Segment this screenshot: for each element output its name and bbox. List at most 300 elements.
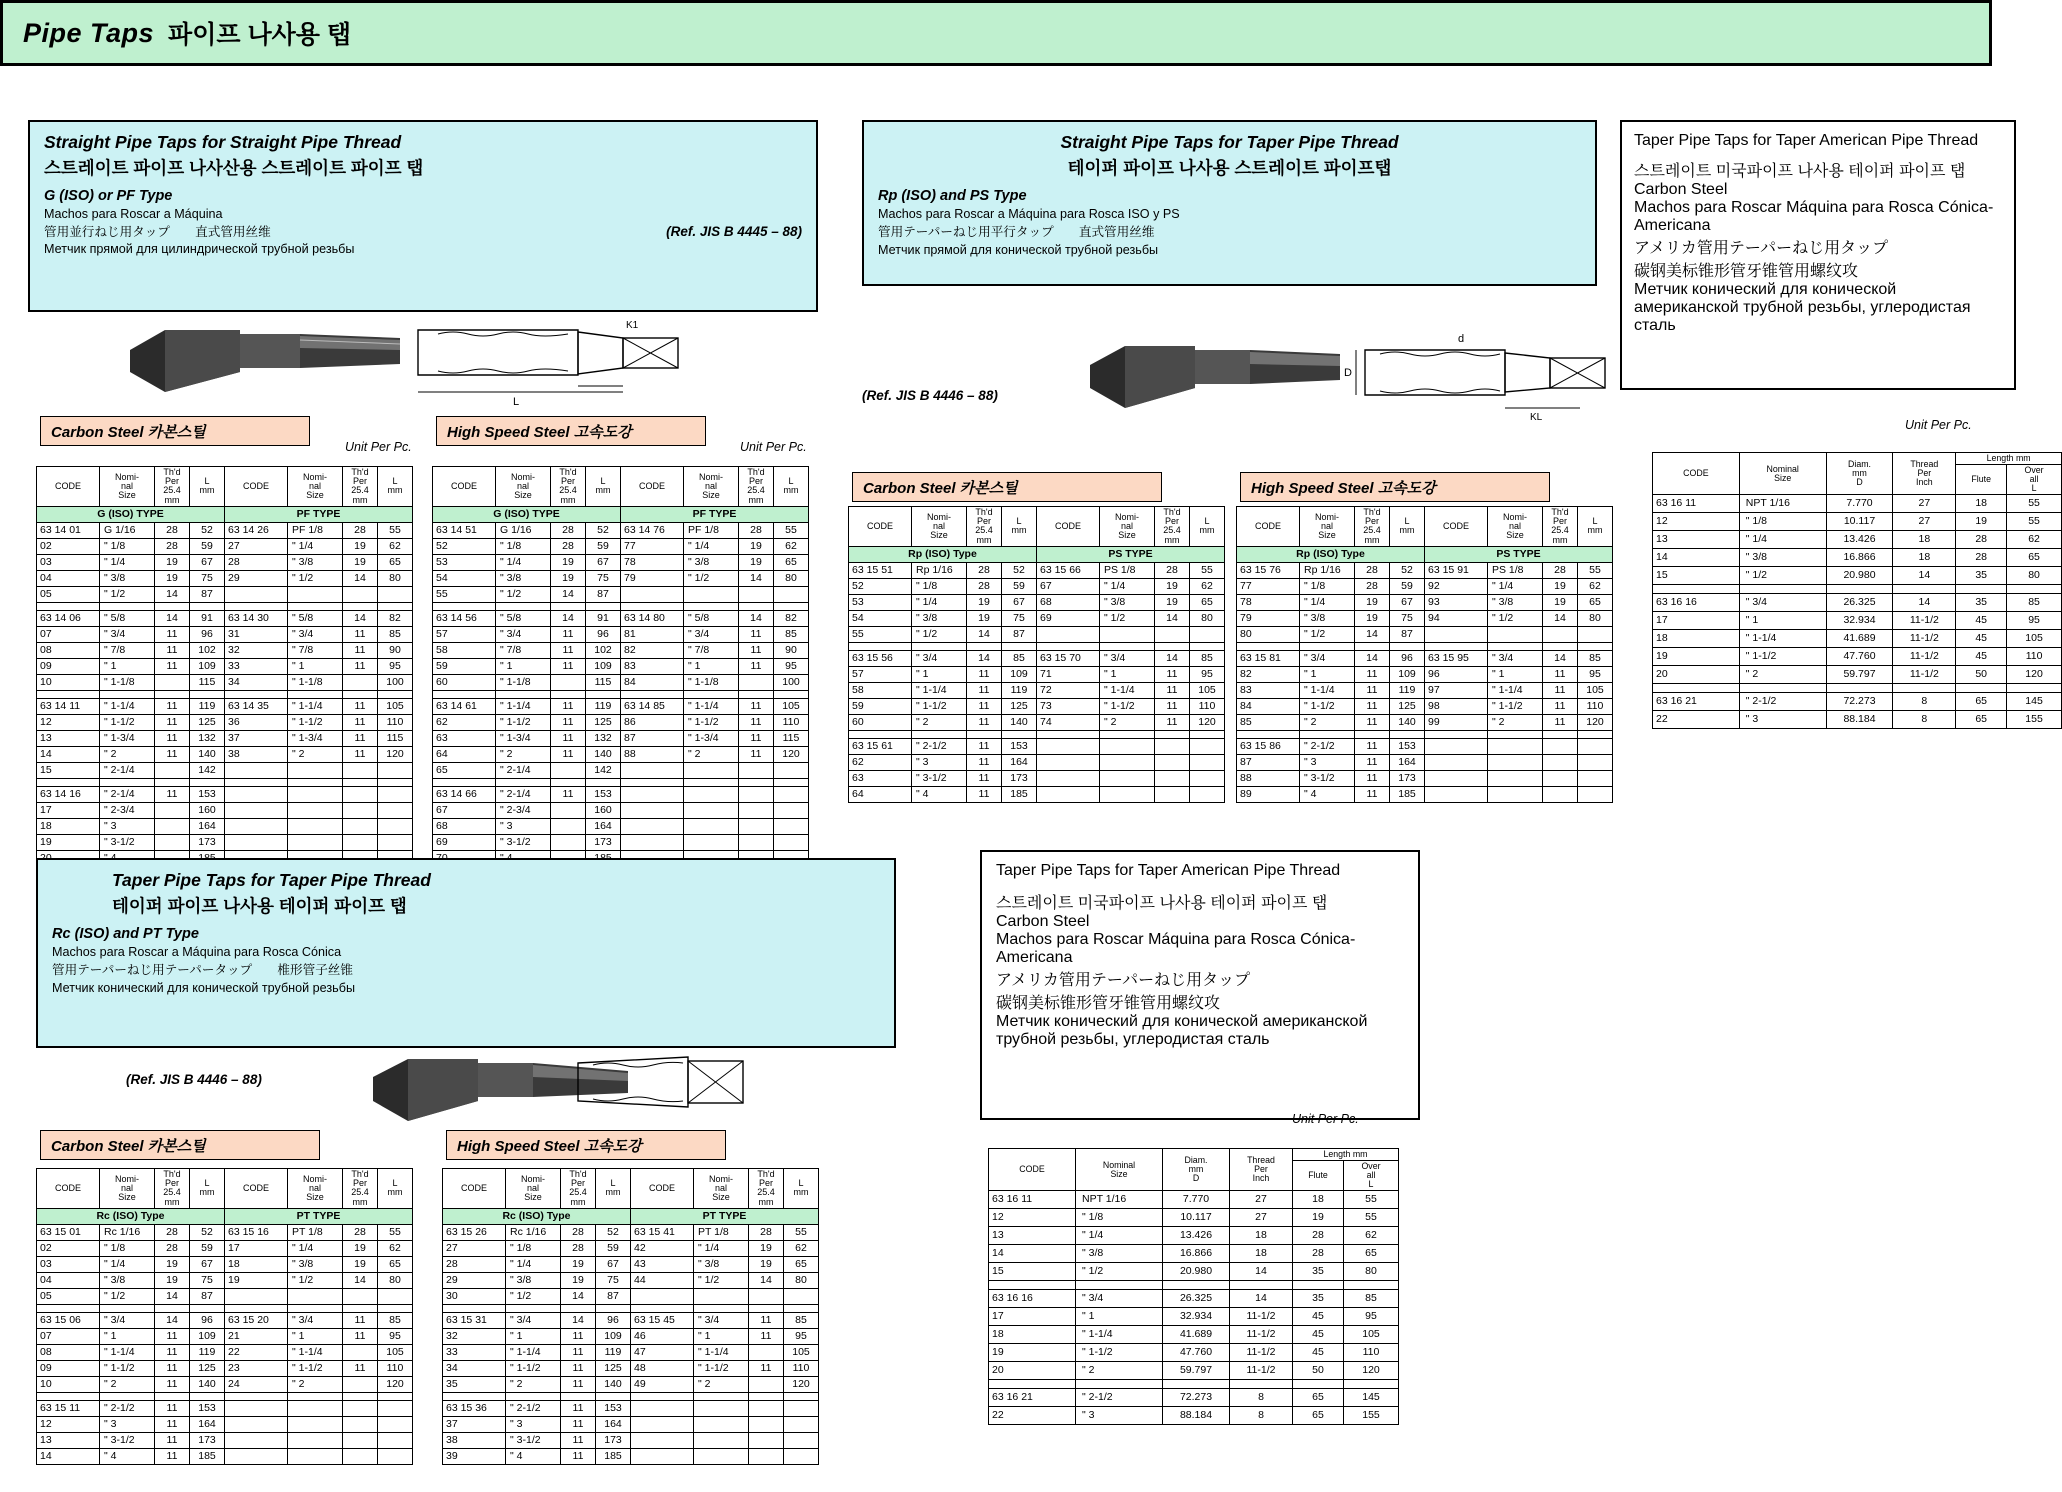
table-row bbox=[443, 1256, 819, 1272]
cell-code: 32 bbox=[225, 642, 288, 658]
row-spacer bbox=[739, 602, 774, 610]
cell-tpi: 11-1/2 bbox=[1893, 666, 1956, 684]
cell-thd: 14 bbox=[155, 610, 190, 626]
cell-nominal: " 2 bbox=[1300, 714, 1355, 730]
table-row bbox=[443, 1376, 819, 1392]
cell-thd: 19 bbox=[561, 1272, 596, 1288]
cell-length: 164 bbox=[1390, 754, 1425, 770]
cell-length: 65 bbox=[784, 1256, 819, 1272]
cell-code: 63 15 06 bbox=[37, 1312, 100, 1328]
cell-code: 88 bbox=[1237, 770, 1300, 786]
cell-code: 63 14 01 bbox=[37, 522, 100, 538]
tap-dimension-drawing-taper bbox=[568, 1035, 808, 1145]
cell-nominal bbox=[694, 1448, 749, 1464]
cell-length: 85 bbox=[378, 1312, 413, 1328]
cell-overall: 95 bbox=[2007, 612, 2062, 630]
section-jp: 管用並行ねじ用タップ 直式管用丝维 bbox=[44, 225, 271, 239]
cell-thd: 11 bbox=[155, 786, 190, 802]
cell-thd: 19 bbox=[1155, 594, 1190, 610]
cell-code: 63 15 86 bbox=[1237, 738, 1300, 754]
cell-nominal: Rc 1/16 bbox=[100, 1224, 155, 1240]
row-spacer bbox=[1739, 585, 1826, 594]
cell-thd: 11 bbox=[551, 714, 586, 730]
cell-thd: 19 bbox=[155, 1256, 190, 1272]
cell-nominal: " 3/8 bbox=[288, 1256, 343, 1272]
cell-nominal: " 2 bbox=[1076, 1362, 1163, 1380]
cell-code bbox=[225, 1288, 288, 1304]
row-spacer bbox=[784, 1304, 819, 1312]
cell-code bbox=[621, 762, 684, 778]
cell-overall: 65 bbox=[1344, 1245, 1399, 1263]
row-spacer bbox=[1076, 1380, 1163, 1389]
table-row bbox=[1653, 612, 2062, 630]
cell-code: 63 15 76 bbox=[1237, 562, 1300, 578]
table-row bbox=[37, 570, 413, 586]
cell-thd: 28 bbox=[1155, 562, 1190, 578]
cell-code: 15 bbox=[1653, 567, 1740, 585]
cell-nominal: " 3-1/2 bbox=[1300, 770, 1355, 786]
cell-code: 14 bbox=[37, 1448, 100, 1464]
cell-code: 63 15 51 bbox=[849, 562, 912, 578]
cell-nominal: PS 1/8 bbox=[1488, 562, 1543, 578]
table-row bbox=[433, 610, 809, 626]
cell-length: 55 bbox=[378, 522, 413, 538]
table-row bbox=[433, 674, 809, 690]
row-spacer bbox=[551, 602, 586, 610]
cell-code: 63 15 61 bbox=[849, 738, 912, 754]
cell-code: 69 bbox=[1037, 610, 1100, 626]
cell-thd: 11 bbox=[1355, 714, 1390, 730]
cell-overall: 105 bbox=[2007, 630, 2062, 648]
cell-code: 63 14 35 bbox=[225, 698, 288, 714]
row-spacer bbox=[1355, 642, 1390, 650]
row-spacer bbox=[190, 690, 225, 698]
type-band: Rp (ISO) Type bbox=[1237, 546, 1425, 562]
table-row bbox=[37, 1224, 413, 1240]
table-row bbox=[37, 1272, 413, 1288]
cell-nominal: " 1-3/4 bbox=[684, 730, 739, 746]
row-spacer bbox=[100, 602, 155, 610]
cell-code: 46 bbox=[631, 1328, 694, 1344]
table-row bbox=[37, 1288, 413, 1304]
cell-thd: 11 bbox=[967, 666, 1002, 682]
row-spacer bbox=[596, 1392, 631, 1400]
cell-code: 20 bbox=[1653, 666, 1740, 684]
cell-code: 21 bbox=[225, 1328, 288, 1344]
cell-length: 96 bbox=[190, 626, 225, 642]
table-row bbox=[989, 1389, 1399, 1407]
cell-overall: 65 bbox=[2007, 549, 2062, 567]
cell-nominal bbox=[1100, 738, 1155, 754]
row-spacer bbox=[1653, 585, 1740, 594]
cell-code: 69 bbox=[433, 834, 496, 850]
col-header-thd: Th'd Per 25.4 mm bbox=[155, 467, 190, 507]
section-header-taper-american-top bbox=[1620, 120, 2016, 390]
col-header-l: L mm bbox=[784, 1169, 819, 1209]
col-header-nominal: Nomi- nal Size bbox=[100, 1169, 155, 1209]
cell-length: 119 bbox=[1390, 682, 1425, 698]
cell-thd: 28 bbox=[967, 578, 1002, 594]
material-label-text: High Speed Steel 고속도강 bbox=[457, 1137, 642, 1155]
cell-code: 63 15 56 bbox=[849, 650, 912, 666]
cell-code: 63 15 41 bbox=[631, 1224, 694, 1240]
cell-length: 115 bbox=[378, 730, 413, 746]
cell-code: 05 bbox=[37, 586, 100, 602]
cell-thd: 19 bbox=[967, 610, 1002, 626]
table-g-carbon bbox=[36, 466, 413, 867]
cell-thd: 11 bbox=[343, 1328, 378, 1344]
cell-diam: 13.426 bbox=[1163, 1227, 1230, 1245]
cell-nominal: " 1-1/4 bbox=[100, 698, 155, 714]
table-g-hss bbox=[432, 466, 809, 867]
cell-nominal: " 3/4 bbox=[506, 1312, 561, 1328]
table-row bbox=[849, 626, 1225, 642]
page-title bbox=[0, 0, 1992, 66]
cell-nominal: " 1/8 bbox=[100, 1240, 155, 1256]
cell-nominal: " 1/2 bbox=[496, 586, 551, 602]
cell-nominal: " 3/8 bbox=[496, 570, 551, 586]
cell-code: 35 bbox=[443, 1376, 506, 1392]
cell-thd: 19 bbox=[343, 1256, 378, 1272]
table-row bbox=[443, 1288, 819, 1304]
col-header-diam: Diam. mm D bbox=[1163, 1149, 1230, 1191]
section-title-kr: 테이퍼 파이프 나사용 테이퍼 파이프 탭 bbox=[112, 895, 407, 916]
cell-code: 83 bbox=[1237, 682, 1300, 698]
col-header-l: L mm bbox=[774, 467, 809, 507]
table-row bbox=[443, 1432, 819, 1448]
table-row bbox=[37, 834, 413, 850]
cell-code: 08 bbox=[37, 642, 100, 658]
cell-code bbox=[1425, 754, 1488, 770]
cell-length: 102 bbox=[190, 642, 225, 658]
cell-code: 85 bbox=[1237, 714, 1300, 730]
cell-thd: 11 bbox=[155, 626, 190, 642]
cell-code: 42 bbox=[631, 1240, 694, 1256]
cell-nominal: " 1-1/8 bbox=[496, 674, 551, 690]
table-row bbox=[1237, 626, 1613, 642]
tap-drawing-straight bbox=[120, 310, 420, 420]
cell-code: 22 bbox=[1653, 711, 1740, 729]
cell-length bbox=[774, 818, 809, 834]
row-spacer bbox=[912, 642, 967, 650]
table-row bbox=[37, 538, 413, 554]
cell-thd: 11 bbox=[155, 746, 190, 762]
cell-thd: 11 bbox=[967, 738, 1002, 754]
cell-length: 67 bbox=[190, 1256, 225, 1272]
cell-length: 91 bbox=[586, 610, 621, 626]
section-jp: 管用テーパーねじ用平行タップ 直式管用丝维 bbox=[878, 225, 1155, 239]
cell-flute: 45 bbox=[1293, 1326, 1344, 1344]
cell-nominal bbox=[694, 1432, 749, 1448]
cell-thd bbox=[749, 1432, 784, 1448]
cell-length: 173 bbox=[190, 1432, 225, 1448]
row-spacer bbox=[749, 1304, 784, 1312]
cell-length: 67 bbox=[596, 1256, 631, 1272]
cell-nominal bbox=[288, 1288, 343, 1304]
table-row bbox=[37, 658, 413, 674]
cell-code: 17 bbox=[225, 1240, 288, 1256]
table-row bbox=[849, 698, 1225, 714]
row-spacer bbox=[1956, 585, 2007, 594]
cell-nominal bbox=[288, 786, 343, 802]
material-label-carbon bbox=[40, 416, 310, 446]
cell-length: 55 bbox=[784, 1224, 819, 1240]
cell-thd: 11 bbox=[551, 786, 586, 802]
cell-code: 63 14 56 bbox=[433, 610, 496, 626]
cell-nominal: " 2-1/4 bbox=[496, 762, 551, 778]
cell-thd: 14 bbox=[155, 1312, 190, 1328]
cell-flute: 65 bbox=[1293, 1389, 1344, 1407]
col-header-overall: Over all L bbox=[1344, 1161, 1399, 1191]
row-spacer bbox=[433, 778, 496, 786]
cell-thd: 11 bbox=[155, 698, 190, 714]
cell-thd bbox=[749, 1288, 784, 1304]
section-ref: (Ref. JIS B 4445 – 88) bbox=[666, 224, 802, 240]
cell-code: 18 bbox=[1653, 630, 1740, 648]
cell-code: 12 bbox=[989, 1209, 1076, 1227]
cell-length: 164 bbox=[596, 1416, 631, 1432]
cell-length: 185 bbox=[1002, 786, 1037, 802]
cell-nominal: " 3/8 bbox=[506, 1272, 561, 1288]
cell-length: 119 bbox=[596, 1344, 631, 1360]
cell-thd: 11 bbox=[561, 1416, 596, 1432]
table-row bbox=[37, 586, 413, 602]
cell-code: 12 bbox=[37, 714, 100, 730]
cell-nominal: " 1-1/2 bbox=[684, 714, 739, 730]
cell-nominal: " 1/8 bbox=[100, 538, 155, 554]
cell-thd: 28 bbox=[1543, 562, 1578, 578]
cell-length bbox=[378, 1416, 413, 1432]
type-band: PF TYPE bbox=[225, 506, 413, 522]
cell-nominal: " 1-1/2 bbox=[1100, 698, 1155, 714]
cell-thd bbox=[739, 762, 774, 778]
table-row bbox=[849, 714, 1225, 730]
cell-flute: 50 bbox=[1293, 1362, 1344, 1380]
cell-nominal: " 1-1/2 bbox=[1300, 698, 1355, 714]
cell-length: 67 bbox=[586, 554, 621, 570]
cell-code: 72 bbox=[1037, 682, 1100, 698]
row-spacer bbox=[433, 602, 496, 610]
cell-diam: 10.117 bbox=[1826, 513, 1893, 531]
row-spacer bbox=[496, 690, 551, 698]
cell-length: 95 bbox=[1190, 666, 1225, 682]
row-spacer bbox=[631, 1304, 694, 1312]
cell-thd: 19 bbox=[155, 554, 190, 570]
cell-thd bbox=[343, 1416, 378, 1432]
cell-length: 85 bbox=[1190, 650, 1225, 666]
row-spacer bbox=[37, 1392, 100, 1400]
row-spacer bbox=[496, 602, 551, 610]
cell-length: 153 bbox=[190, 1400, 225, 1416]
cell-length: 109 bbox=[190, 658, 225, 674]
col-header-nominal: Nominal Size bbox=[1739, 453, 1826, 495]
cell-nominal: " 3/4 bbox=[100, 1312, 155, 1328]
cell-nominal: " 1-3/4 bbox=[100, 730, 155, 746]
cell-nominal: PS 1/8 bbox=[1100, 562, 1155, 578]
cell-thd bbox=[1543, 738, 1578, 754]
cell-length: 115 bbox=[190, 674, 225, 690]
cell-diam: 7.770 bbox=[1163, 1191, 1230, 1209]
cell-code: 29 bbox=[225, 570, 288, 586]
cell-flute: 28 bbox=[1293, 1227, 1344, 1245]
cell-code: 33 bbox=[443, 1344, 506, 1360]
table-row bbox=[849, 578, 1225, 594]
row-spacer bbox=[1826, 684, 1893, 693]
cell-code: 28 bbox=[225, 554, 288, 570]
cell-length: 173 bbox=[596, 1432, 631, 1448]
cell-nominal bbox=[288, 762, 343, 778]
cell-code bbox=[621, 818, 684, 834]
cell-thd: 11 bbox=[739, 730, 774, 746]
cell-nominal: " 2 bbox=[100, 746, 155, 762]
material-label-text: Carbon Steel 카본스틸 bbox=[51, 423, 206, 441]
material-label-carbon bbox=[852, 472, 1162, 502]
table-row bbox=[37, 762, 413, 778]
cell-code: 68 bbox=[433, 818, 496, 834]
cell-length: 119 bbox=[190, 1344, 225, 1360]
cell-thd: 11 bbox=[155, 1360, 190, 1376]
table-row bbox=[37, 1416, 413, 1432]
cell-thd: 14 bbox=[343, 570, 378, 586]
table-american-bottom bbox=[988, 1148, 1399, 1425]
row-spacer bbox=[288, 1304, 343, 1312]
cell-thd: 14 bbox=[551, 586, 586, 602]
cell-nominal: " 1 bbox=[506, 1328, 561, 1344]
table-row bbox=[443, 1328, 819, 1344]
cell-code bbox=[225, 586, 288, 602]
cell-length: 91 bbox=[190, 610, 225, 626]
cell-code: 63 14 11 bbox=[37, 698, 100, 714]
row-spacer bbox=[378, 778, 413, 786]
cell-code bbox=[621, 586, 684, 602]
cell-flute: 18 bbox=[1293, 1191, 1344, 1209]
row-spacer bbox=[433, 690, 496, 698]
cell-nominal: " 2 bbox=[506, 1376, 561, 1392]
cell-nominal: " 2 bbox=[288, 746, 343, 762]
cell-length bbox=[378, 762, 413, 778]
cell-length: 95 bbox=[378, 658, 413, 674]
cell-flute: 28 bbox=[1956, 531, 2007, 549]
cell-thd bbox=[343, 834, 378, 850]
cell-overall: 105 bbox=[1344, 1326, 1399, 1344]
table-row bbox=[849, 562, 1225, 578]
cell-thd bbox=[551, 674, 586, 690]
cell-code: 49 bbox=[631, 1376, 694, 1392]
cell-nominal: " 1-1/4 bbox=[506, 1344, 561, 1360]
row-spacer bbox=[225, 1392, 288, 1400]
svg-text:KL: KL bbox=[1530, 412, 1543, 423]
row-spacer bbox=[849, 642, 912, 650]
cell-nominal: " 1 bbox=[1076, 1308, 1163, 1326]
cell-length: 82 bbox=[378, 610, 413, 626]
cell-code: 63 14 26 bbox=[225, 522, 288, 538]
row-spacer bbox=[1425, 730, 1488, 738]
row-spacer bbox=[989, 1281, 1076, 1290]
cell-code: 82 bbox=[1237, 666, 1300, 682]
cell-nominal bbox=[288, 586, 343, 602]
section-ref-taper-taper: (Ref. JIS B 4446 – 88) bbox=[126, 1072, 262, 1087]
cell-thd bbox=[749, 1376, 784, 1392]
cell-length: 105 bbox=[378, 1344, 413, 1360]
table-row bbox=[989, 1191, 1399, 1209]
cell-code bbox=[621, 802, 684, 818]
cell-code: 18 bbox=[225, 1256, 288, 1272]
cell-code: 14 bbox=[37, 746, 100, 762]
cell-nominal bbox=[288, 834, 343, 850]
cell-thd bbox=[739, 786, 774, 802]
cell-thd bbox=[1543, 770, 1578, 786]
row-spacer bbox=[378, 690, 413, 698]
cell-code: 02 bbox=[37, 538, 100, 554]
cell-nominal: " 1-1/4 bbox=[288, 1344, 343, 1360]
row-spacer bbox=[551, 778, 586, 786]
cell-length bbox=[378, 1432, 413, 1448]
cell-thd: 28 bbox=[155, 522, 190, 538]
cell-nominal: " 1-1/2 bbox=[288, 1360, 343, 1376]
row-spacer bbox=[378, 1392, 413, 1400]
col-header-nominal: Nomi- nal Size bbox=[506, 1169, 561, 1209]
section-title-en: Straight Pipe Taps for Straight Pipe Thread bbox=[44, 132, 402, 152]
section-title-en: Taper Pipe Taps for Taper Pipe Thread bbox=[112, 870, 431, 890]
cell-nominal: Rp 1/16 bbox=[912, 562, 967, 578]
row-spacer bbox=[1037, 642, 1100, 650]
cell-flute: 65 bbox=[1956, 693, 2007, 711]
cell-code: 09 bbox=[37, 658, 100, 674]
cell-tpi: 11-1/2 bbox=[1893, 630, 1956, 648]
col-header-nominal: Nomi- nal Size bbox=[1300, 507, 1355, 547]
cell-code bbox=[225, 1416, 288, 1432]
cell-nominal: " 3 bbox=[100, 818, 155, 834]
cell-thd: 11 bbox=[561, 1376, 596, 1392]
cell-thd bbox=[155, 674, 190, 690]
cell-nominal: G 1/16 bbox=[100, 522, 155, 538]
table-row bbox=[1653, 711, 2062, 729]
cell-nominal: " 1 bbox=[684, 658, 739, 674]
col-header-flute: Flute bbox=[1956, 465, 2007, 495]
cell-code: 13 bbox=[37, 730, 100, 746]
row-spacer bbox=[1390, 730, 1425, 738]
table-row bbox=[1653, 513, 2062, 531]
cell-code: 63 14 61 bbox=[433, 698, 496, 714]
row-spacer bbox=[1163, 1281, 1230, 1290]
cell-tpi: 14 bbox=[1230, 1263, 1293, 1281]
table-row bbox=[849, 682, 1225, 698]
cell-nominal: " 7/8 bbox=[684, 642, 739, 658]
section-material: Carbon Steel bbox=[996, 913, 1090, 930]
cell-code: 87 bbox=[1237, 754, 1300, 770]
cell-length: 65 bbox=[1190, 594, 1225, 610]
cell-code: 59 bbox=[433, 658, 496, 674]
table-row bbox=[443, 1400, 819, 1416]
cell-nominal: " 1-1/8 bbox=[288, 674, 343, 690]
col-header-code: CODE bbox=[225, 467, 288, 507]
table-row bbox=[1237, 650, 1613, 666]
cell-nominal bbox=[1488, 626, 1543, 642]
table-row bbox=[1653, 531, 2062, 549]
cell-nominal: " 1-3/4 bbox=[496, 730, 551, 746]
cell-overall: 80 bbox=[1344, 1263, 1399, 1281]
cell-thd bbox=[739, 834, 774, 850]
cell-length: 75 bbox=[586, 570, 621, 586]
cell-length: 55 bbox=[774, 522, 809, 538]
cell-length: 87 bbox=[190, 586, 225, 602]
cell-code bbox=[1037, 626, 1100, 642]
col-header-thd: Th'd Per 25.4 mm bbox=[343, 1169, 378, 1209]
cell-code: 22 bbox=[989, 1407, 1076, 1425]
cell-length: 52 bbox=[596, 1224, 631, 1240]
cell-diam: 32.934 bbox=[1826, 612, 1893, 630]
cell-code: 10 bbox=[37, 674, 100, 690]
